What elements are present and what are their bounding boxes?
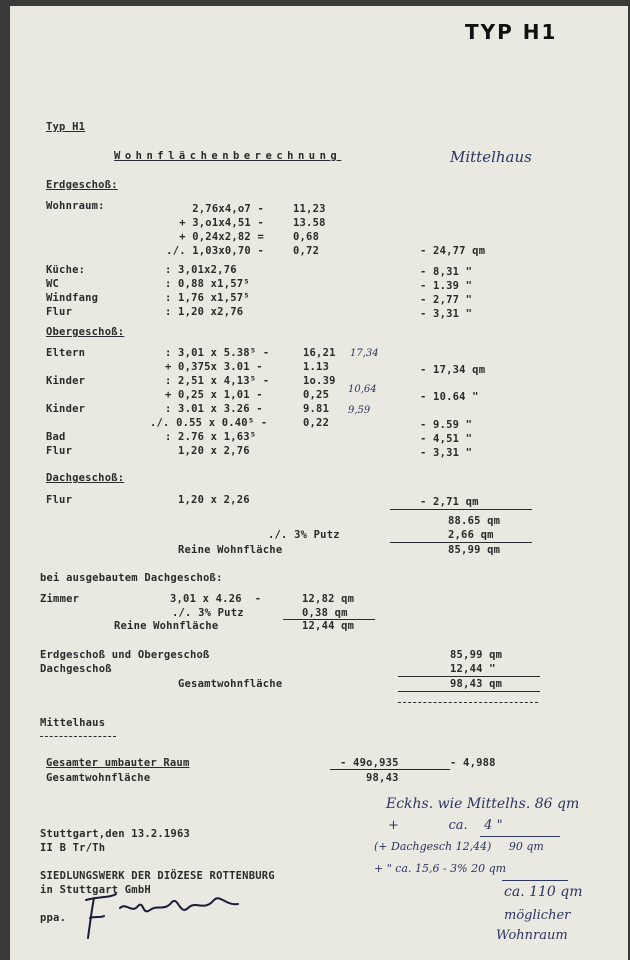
og-value-5: 9.81 <box>303 403 330 415</box>
gesamt-label: Gesamtwohnfläche <box>178 678 283 690</box>
document-page <box>10 6 628 960</box>
og-expr-8: 1,20 x 2,76 <box>178 445 250 457</box>
wohnraum-expr-3: + 0,24x2,82 = <box>179 231 264 243</box>
umbauter-raum-label: Gesamter umbauter Raum <box>46 757 190 769</box>
og-value-4: 0,25 <box>303 389 330 401</box>
og-expr-3: : 2,51 x 4,13⁵ - <box>165 375 270 387</box>
dashed-line-1 <box>398 702 538 703</box>
umbauter-raum-value: - 49o,935 <box>340 757 399 769</box>
wohnraum-expr-2: + 3,o1x4,51 - <box>179 217 264 229</box>
handnote-line-4: + " ca. 15,6 - 3% 20 qm <box>374 862 507 875</box>
flur-eg-label: Flur <box>46 306 73 318</box>
wohnraum-label: Wohnraum: <box>46 200 105 212</box>
wohnraum-expr-1: 2,76x4,o7 - <box>192 203 264 215</box>
dg-putz-value: 2,66 qm <box>448 529 494 541</box>
typ-header: TYP H1 <box>465 20 558 44</box>
og-label-7: Bad <box>46 431 66 443</box>
obergeschoss-heading: Obergeschoß: <box>46 326 125 338</box>
wohnraum-total: - 24,77 qm <box>420 245 486 257</box>
kueche-label: Küche: <box>46 264 86 276</box>
aus-reine-value: 12,44 qm <box>302 620 355 632</box>
og-value-6: 0,22 <box>303 417 330 429</box>
og-total-bad: - 4,51 " <box>420 433 473 445</box>
wc-expr: : 0,88 x1,57⁵ <box>165 278 250 290</box>
og-value-2: 1.13 <box>303 361 330 373</box>
aus-reine-label: Reine Wohnfläche <box>114 620 219 632</box>
wohnraum-value-4: 0,72 <box>293 245 320 257</box>
dg-putz-label: ./. 3% Putz <box>268 529 340 541</box>
aus-putz-label: ./. 3% Putz <box>172 607 244 619</box>
og-total-eltern: - 17,34 qm <box>420 364 486 376</box>
dg-value: 12,44 " <box>450 663 496 675</box>
og-expr-5: : 3.01 x 3.26 - <box>165 403 263 415</box>
place-date: Stuttgart,den 13.2.1963 <box>40 828 190 840</box>
og-expr-2: + 0,375x 3.01 - <box>165 361 263 373</box>
hand-sum-kinder-1: 10,64 <box>348 384 377 395</box>
sum-line-1 <box>390 509 532 510</box>
reference: II B Tr/Th <box>40 842 106 854</box>
dg-reine-value: 85,99 qm <box>448 544 501 556</box>
dg-flur-total: - 2,71 qm <box>420 496 479 508</box>
sum-line-5 <box>398 691 540 692</box>
organisation-name: SIEDLUNGSWERK DER DIÖZESE ROTTENBURG <box>40 870 275 882</box>
organisation-city: in Stuttgart GmbH <box>40 884 151 896</box>
og-label-8: Flur <box>46 445 73 457</box>
handnote-line-2: + ca. 4 " <box>388 818 503 833</box>
dg-subtotal: 88.65 qm <box>448 515 501 527</box>
dg-reine-label: Reine Wohnfläche <box>178 544 283 556</box>
og-label-3: Kinder <box>46 375 86 387</box>
wc-label: WC <box>46 278 60 290</box>
windfang-label: Windfang <box>46 292 99 304</box>
og-value-3: 1o.39 <box>303 375 336 387</box>
og-label-1: Eltern <box>46 347 86 359</box>
og-total-kinder-1: - 10.64 " <box>420 391 479 403</box>
kueche-total: - 8,31 " <box>420 266 473 278</box>
wohnraum-value-2: 13.58 <box>293 217 326 229</box>
handnote-line-5: ca. 110 qm <box>504 884 583 900</box>
og-expr-7: : 2.76 x 1,63⁵ <box>165 431 257 443</box>
wohnraum-value-1: 11,23 <box>293 203 326 215</box>
aus-zimmer-value: 12,82 qm <box>302 593 355 605</box>
aus-zimmer-label: Zimmer <box>40 593 80 605</box>
og-expr-1: : 3,01 x 5.38⁵ - <box>165 347 270 359</box>
og-value-1: 16,21 <box>303 347 336 359</box>
mh-wohn-value: 98,43 <box>366 772 399 784</box>
dachgeschoss-heading: Dachgeschoß: <box>46 472 125 484</box>
mittelhaus-heading: Mittelhaus <box>40 717 106 729</box>
handwritten-mittelhaus: Mittelhaus <box>450 148 532 166</box>
typ-label: Typ H1 <box>46 121 86 133</box>
og-expr-6: ./. 0.55 x 0.40⁵ - <box>150 417 268 429</box>
handnote-line-6: möglicher <box>504 908 571 923</box>
dg-flur-label: Flur <box>46 494 73 506</box>
aus-putz-value: 0,38 qm <box>302 607 348 619</box>
flur-eg-expr: : 1,20 x2,76 <box>165 306 244 318</box>
og-total-flur: - 3,31 " <box>420 447 473 459</box>
dg-flur-expr: 1,20 x 2,26 <box>178 494 250 506</box>
handnote-line-7: Wohnraum <box>496 928 568 943</box>
windfang-total: - 2,77 " <box>420 294 473 306</box>
hand-sum-eltern: 17,34 <box>350 348 379 359</box>
handnote-underline-1 <box>480 836 560 837</box>
signature-icon <box>80 888 260 944</box>
eg-og-label: Erdgeschoß und Obergeschoß <box>40 649 210 661</box>
wohnraum-expr-4: ./. 1,03x0,70 - <box>166 245 264 257</box>
handnote-line-3: (+ Dachgesch 12,44) 90 qm <box>374 840 544 853</box>
kueche-expr: : 3,01x2,76 <box>165 264 237 276</box>
hand-sum-kinder-2: 9,59 <box>348 405 371 416</box>
og-total-kinder-2: - 9.59 " <box>420 419 473 431</box>
fraction-line <box>330 769 450 770</box>
og-label-5: Kinder <box>46 403 86 415</box>
ratio-value: - 4,988 <box>450 757 496 769</box>
eg-og-value: 85,99 qm <box>450 649 503 661</box>
ppa-label: ppa. <box>40 912 67 924</box>
wohnraum-value-3: 0,68 <box>293 231 320 243</box>
handnote-line-1: Eckhs. wie Mittelhs. 86 qm <box>386 796 580 812</box>
mh-wohn-label: Gesamtwohnfläche <box>46 772 151 784</box>
ausgebaut-heading: bei ausgebautem Dachgeschoß: <box>40 572 223 584</box>
flur-eg-total: - 3,31 " <box>420 308 473 320</box>
aus-zimmer-expr: 3,01 x 4.26 - <box>170 593 262 605</box>
document-heading: Wohnflächenberechnung <box>114 150 342 162</box>
windfang-expr: : 1,76 x1,57⁵ <box>165 292 250 304</box>
wc-total: - 1.39 " <box>420 280 473 292</box>
erdgeschoss-heading: Erdgeschoß: <box>46 179 118 191</box>
og-expr-4: + 0,25 x 1,01 - <box>165 389 263 401</box>
dg-label: Dachgeschoß <box>40 663 112 675</box>
gesamt-value: 98,43 qm <box>450 678 503 690</box>
dashed-line-2 <box>40 736 116 737</box>
handnote-underline-2 <box>502 880 568 881</box>
